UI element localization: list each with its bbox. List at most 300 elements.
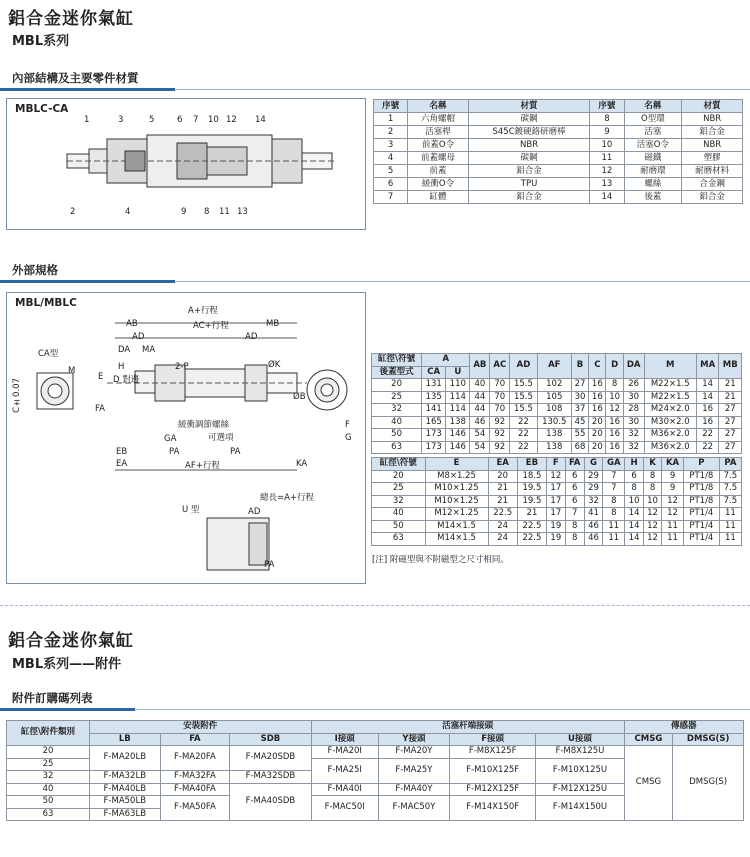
table-cell: 24 (488, 520, 517, 533)
table-cell: 138 (446, 416, 470, 429)
table-cell: 9 (662, 483, 684, 496)
external-dimension-panel (6, 292, 366, 584)
table-cell: 7.5 (719, 495, 741, 508)
table-cell: 16 (606, 416, 623, 429)
f-cell: F-M8X125F (450, 746, 536, 759)
table-cell: 102 (537, 379, 571, 392)
dim-pa-u: PA (264, 560, 275, 570)
col-header: 序號 (374, 100, 408, 113)
i-cell: F-MA40I (311, 783, 378, 796)
table-cell: 32 (372, 495, 426, 508)
col-header: KA (662, 458, 684, 471)
table-cell: 8 (643, 470, 661, 483)
table-cell: 173 (422, 441, 446, 454)
section-accent (0, 88, 175, 91)
table-cell: M8×1.25 (425, 470, 488, 483)
table-cell: 6 (625, 470, 643, 483)
table-cell: 22 (696, 441, 719, 454)
table-cell: 1 (374, 113, 408, 126)
dim-eb: EB (116, 447, 128, 457)
table-cell: 活塞O令 (624, 139, 682, 152)
table-cell: PT1/8 (683, 470, 719, 483)
table-cell: 27 (719, 441, 742, 454)
table-cell: 28 (623, 404, 644, 417)
col-header: MB (719, 354, 742, 379)
table-cell: M14×1.5 (425, 520, 488, 533)
table-cell: M36×2.0 (644, 441, 696, 454)
col-dmsg: DMSG(S) (673, 733, 744, 746)
table-cell: 12 (643, 533, 661, 546)
table-cell: 10 (590, 139, 624, 152)
dim-ad-u: AD (248, 507, 261, 517)
table-cell: 碳鋼 (468, 152, 589, 165)
table-cell: 6 (565, 470, 584, 483)
y-cell: F-MA20Y (378, 746, 449, 759)
table-cell: 54 (470, 441, 490, 454)
y-cell: F-MA25Y (378, 758, 449, 783)
table-cell: 21 (719, 391, 742, 404)
bore: 32 (7, 771, 90, 784)
dmsg-cell: DMSG(S) (673, 746, 744, 821)
table-cell: 22 (696, 429, 719, 442)
lb-cell: F-MA32LB (90, 771, 161, 784)
table-cell: 10 (625, 495, 643, 508)
table-cell: 20 (589, 416, 606, 429)
table-cell: 活塞桿 (408, 126, 469, 139)
table-cell: 146 (446, 429, 470, 442)
callout-1: 1 (84, 115, 90, 125)
table-cell: 29 (584, 470, 602, 483)
u-cell: F-M8X125U (536, 746, 624, 759)
col-header: EA (488, 458, 517, 471)
y-cell: F-MAC50Y (378, 796, 449, 821)
col-subheader: 後蓋型式 (372, 366, 422, 379)
table-cell: 16 (696, 416, 719, 429)
model-label: MBLC-CA (15, 103, 69, 115)
table-cell: 22 (510, 441, 537, 454)
label-option: 可選項 (208, 433, 234, 443)
col-header: A (422, 354, 470, 367)
col-header: H (625, 458, 643, 471)
dim-e: E (98, 372, 104, 382)
lb-cell: F-MA63LB (90, 808, 161, 821)
u-cell: F-M12X125U (536, 783, 624, 796)
table-cell: 7 (565, 508, 584, 521)
table-cell: 六角螺帽 (408, 113, 469, 126)
table-cell: 19 (547, 533, 565, 546)
table-cell: 37 (571, 404, 588, 417)
table-cell: 165 (422, 416, 446, 429)
page2-title: 鋁合金迷你氣缸 (8, 631, 134, 651)
table-cell: 63 (372, 533, 426, 546)
page-title: 鋁合金迷你氣缸 (8, 9, 134, 29)
table-cell: M36×2.0 (644, 429, 696, 442)
table-cell: 鋁合金 (468, 191, 589, 204)
table-cell: 63 (372, 441, 422, 454)
col-f: F接頭 (450, 733, 536, 746)
table-cell: 11 (719, 508, 741, 521)
u-cell: F-M14X150U (536, 796, 624, 821)
table-cell: 8 (603, 495, 625, 508)
col-header: M (644, 354, 696, 379)
table-cell: 12 (590, 165, 624, 178)
table-cell: M22×1.5 (644, 391, 696, 404)
y-cell: F-MA40Y (378, 783, 449, 796)
table-cell: 12 (662, 508, 684, 521)
table-cell: TPU (468, 178, 589, 191)
col-header: C (589, 354, 606, 379)
bore: 50 (7, 796, 90, 809)
table-cell: 16 (606, 441, 623, 454)
table-cell: 8 (625, 483, 643, 496)
section-accent (0, 708, 135, 711)
group-rod: 活塞杆端接頭 (311, 721, 624, 734)
i-cell: F-MA25I (311, 758, 378, 783)
table-cell: 131 (422, 379, 446, 392)
table-cell: 前蓋 (408, 165, 469, 178)
col-header: AB (470, 354, 490, 379)
table-cell: 138 (537, 441, 571, 454)
section-title-internal: 內部結構及主要零件材質 (12, 71, 139, 85)
dimension-table-2 (371, 457, 742, 546)
table-cell: 40 (372, 416, 422, 429)
table-cell: 19 (547, 520, 565, 533)
callout-6: 6 (177, 115, 183, 125)
table-cell: 27 (571, 379, 588, 392)
acc-group-row (7, 721, 744, 734)
callout-14: 14 (255, 115, 266, 125)
table-cell: 18.5 (517, 470, 546, 483)
dim-total-length: 總長=A+行程 (260, 493, 315, 503)
table-row (374, 191, 743, 204)
f-cell: F-M12X125F (450, 783, 536, 796)
page2-subtitle: MBL系列——附件 (12, 657, 122, 672)
fa-cell: F-MA50FA (160, 796, 230, 821)
table-cell: PT1/8 (683, 495, 719, 508)
col-header: 缸徑\符號 (372, 354, 422, 367)
dim-g: G (345, 433, 352, 443)
table-cell: 30 (623, 391, 644, 404)
table-cell: 2 (374, 126, 408, 139)
table-cell: 14 (625, 508, 643, 521)
table-cell: 92 (490, 416, 510, 429)
lb-cell: F-MA40LB (90, 783, 161, 796)
table-cell: 12 (662, 495, 684, 508)
f-cell: F-M14X150F (450, 796, 536, 821)
dim-af-stroke: AF+行程 (185, 461, 220, 471)
table-cell: 22.5 (488, 508, 517, 521)
table-cell: 20 (372, 470, 426, 483)
table-cell: 螺絲 (624, 178, 682, 191)
dim-a-stroke: A+行程 (188, 306, 218, 316)
table-cell: 20 (589, 441, 606, 454)
callout-7: 7 (193, 115, 199, 125)
table-cell: 鋁合金 (468, 165, 589, 178)
f-cell: F-M10X125F (450, 758, 536, 783)
table-cell: 44 (470, 391, 490, 404)
materials-header-row (374, 100, 743, 113)
table-cell: 16 (606, 429, 623, 442)
col-header: FA (565, 458, 584, 471)
table-cell: 鋁合金 (682, 126, 743, 139)
table-cell: 8 (590, 113, 624, 126)
table-cell: 12 (643, 508, 661, 521)
table-row (372, 495, 742, 508)
table-cell: 22 (510, 416, 537, 429)
col-i: I接頭 (311, 733, 378, 746)
dim-d-pair: D 對邊 (113, 375, 140, 385)
col-header: P (683, 458, 719, 471)
dims2-header-row (372, 458, 742, 471)
dim-m: M (68, 366, 76, 376)
label-u-type: U 型 (182, 505, 200, 515)
accessories-table (6, 720, 744, 821)
table-cell: 110 (446, 379, 470, 392)
table-cell: 11 (590, 152, 624, 165)
table-cell: 21 (488, 495, 517, 508)
table-cell: 22.5 (517, 533, 546, 546)
table-cell: 114 (446, 404, 470, 417)
table-row (374, 139, 743, 152)
col-header: GA (603, 458, 625, 471)
table-cell: 54 (470, 429, 490, 442)
table-row (372, 508, 742, 521)
table-cell: 32 (372, 404, 422, 417)
table-cell: 前蓋O令 (408, 139, 469, 152)
table-cell: M10×1.25 (425, 483, 488, 496)
col-sdb: SDB (230, 733, 311, 746)
col-header: AC (490, 354, 510, 379)
table-row (7, 746, 744, 759)
table-cell: 27 (719, 404, 742, 417)
fa-cell: F-MA20FA (160, 746, 230, 771)
table-cell: 缸體 (408, 191, 469, 204)
table-cell: 114 (446, 391, 470, 404)
dim-ka: KA (296, 459, 308, 469)
callout-8: 8 (204, 207, 210, 217)
table-cell: 9 (662, 470, 684, 483)
table-cell: 55 (571, 429, 588, 442)
table-row (372, 404, 742, 417)
table-cell: 7 (603, 483, 625, 496)
lb-cell: F-MA50LB (90, 796, 161, 809)
col-header: AD (510, 354, 537, 379)
table-cell: 14 (590, 191, 624, 204)
page-divider (0, 605, 750, 606)
table-cell: 19.5 (517, 495, 546, 508)
col-cmsg: CMSG (624, 733, 673, 746)
callout-2: 2 (70, 207, 76, 217)
i-cell: F-MA20I (311, 746, 378, 759)
col-header: F (547, 458, 565, 471)
table-cell: 碳鋼 (468, 113, 589, 126)
table-cell: 30 (571, 391, 588, 404)
table-cell: PT1/4 (683, 508, 719, 521)
table-cell: 20 (488, 470, 517, 483)
table-cell: 6 (565, 483, 584, 496)
group-mount: 安裝附件 (90, 721, 312, 734)
col-header: 序號 (590, 100, 624, 113)
table-cell: 16 (696, 404, 719, 417)
table-cell: M14×1.5 (425, 533, 488, 546)
table-cell: 11 (719, 520, 741, 533)
table-cell: 12 (643, 520, 661, 533)
table-cell: 12 (606, 404, 623, 417)
table-cell: 14 (696, 379, 719, 392)
acc-sub-row (7, 733, 744, 746)
table-cell: 108 (537, 404, 571, 417)
table-cell: 27 (719, 416, 742, 429)
table-cell: 緩衝O令 (408, 178, 469, 191)
table-cell: 合金鋼 (682, 178, 743, 191)
table-cell: 50 (372, 429, 422, 442)
table-cell: 20 (372, 379, 422, 392)
callout-3: 3 (118, 115, 124, 125)
i-cell: F-MAC50I (311, 796, 378, 821)
col-u: U接頭 (536, 733, 624, 746)
label-cushion: 緩衝調節螺絲 (178, 420, 230, 430)
table-cell: 26 (623, 379, 644, 392)
dim-c: C±0.07 (12, 378, 22, 413)
table-cell: 40 (372, 508, 426, 521)
callout-5: 5 (149, 115, 155, 125)
dim-da: DA (118, 345, 131, 355)
table-cell: 40 (470, 379, 490, 392)
table-cell: 10 (643, 495, 661, 508)
table-cell: 45 (571, 416, 588, 429)
col-header: 名稱 (624, 100, 682, 113)
table-cell: 8 (606, 379, 623, 392)
u-cell: F-M10X125U (536, 758, 624, 783)
dim-ad-rear: AD (245, 332, 258, 342)
model-label: MBL/MBLC (15, 297, 77, 309)
table-cell: 32 (623, 441, 644, 454)
section-title-external: 外部規格 (12, 263, 58, 277)
footnote: [注] 附磁型與不附磁型之尺寸相同。 (372, 555, 509, 565)
table-cell: M30×2.0 (644, 416, 696, 429)
table-row (374, 178, 743, 191)
table-cell: 146 (446, 441, 470, 454)
dimension-table-1 (371, 353, 742, 454)
table-cell: 21 (488, 483, 517, 496)
table-cell: 15.5 (510, 379, 537, 392)
dim-mb: MB (266, 319, 280, 329)
table-cell: 70 (490, 391, 510, 404)
col-header: E (425, 458, 488, 471)
table-cell: 41 (584, 508, 602, 521)
col-header: 缸徑\符號 (372, 458, 426, 471)
dim-ga: GA (164, 434, 177, 444)
table-cell: 5 (374, 165, 408, 178)
page-subtitle: MBL系列 (12, 34, 70, 49)
table-cell: 32 (584, 495, 602, 508)
table-cell: 4 (374, 152, 408, 165)
table-cell: 13 (590, 178, 624, 191)
table-row (374, 113, 743, 126)
table-cell: 17 (547, 483, 565, 496)
table-cell: PT1/8 (683, 483, 719, 496)
table-cell: 27 (719, 429, 742, 442)
dim-b: ØB (293, 392, 306, 402)
table-row (372, 416, 742, 429)
table-cell: 25 (372, 391, 422, 404)
table-cell: 耐磨材料 (682, 165, 743, 178)
table-cell: 7.5 (719, 483, 741, 496)
table-row (372, 379, 742, 392)
table-cell: 135 (422, 391, 446, 404)
table-cell: M24×2.0 (644, 404, 696, 417)
section-title-accessories: 附件訂購碼列表 (12, 691, 93, 705)
table-cell: 22.5 (517, 520, 546, 533)
dim-ad: AD (132, 332, 145, 342)
table-cell: 11 (662, 533, 684, 546)
table-cell: 6 (374, 178, 408, 191)
table-cell: 32 (623, 429, 644, 442)
table-cell: 10 (606, 391, 623, 404)
table-cell: 138 (537, 429, 571, 442)
dim-pa: PA (169, 447, 180, 457)
table-cell: 鋁合金 (682, 191, 743, 204)
sdb-cell: F-MA40SDB (230, 783, 311, 821)
table-cell: O型環 (624, 113, 682, 126)
col-header-bore: 缸徑\附件類別 (7, 721, 90, 746)
table-cell: 11 (603, 533, 625, 546)
table-cell: NBR (682, 139, 743, 152)
table-cell: 16 (589, 391, 606, 404)
col-header: K (643, 458, 661, 471)
table-cell: 21 (719, 379, 742, 392)
table-cell: 前蓋螺母 (408, 152, 469, 165)
table-cell: 92 (490, 429, 510, 442)
table-row (374, 165, 743, 178)
table-row (374, 126, 743, 139)
col-subheader: CA (422, 366, 446, 379)
dim-f: F (345, 420, 350, 430)
table-cell: 16 (589, 404, 606, 417)
bore: 25 (7, 758, 90, 771)
table-cell: 29 (584, 483, 602, 496)
label-ca-type: CA型 (38, 349, 59, 359)
table-cell: 8 (643, 483, 661, 496)
table-cell: 68 (571, 441, 588, 454)
col-subheader: U (446, 366, 470, 379)
col-y: Y接頭 (378, 733, 449, 746)
table-cell: 46 (584, 520, 602, 533)
col-header: PA (719, 458, 741, 471)
table-cell: 173 (422, 429, 446, 442)
table-row (372, 470, 742, 483)
table-cell: 70 (490, 379, 510, 392)
table-cell: PT1/4 (683, 533, 719, 546)
col-lb: LB (90, 733, 161, 746)
table-cell: 92 (490, 441, 510, 454)
table-cell: NBR (468, 139, 589, 152)
table-cell: 15.5 (510, 391, 537, 404)
bore: 63 (7, 808, 90, 821)
table-cell: 20 (589, 429, 606, 442)
table-cell: 105 (537, 391, 571, 404)
callout-13: 13 (237, 207, 248, 217)
bore: 20 (7, 746, 90, 759)
table-cell: 44 (470, 404, 490, 417)
lb-cell: F-MA20LB (90, 746, 161, 771)
table-row (372, 483, 742, 496)
fa-cell: F-MA40FA (160, 783, 230, 796)
table-cell: 130.5 (537, 416, 571, 429)
table-cell: M10×1.25 (425, 495, 488, 508)
callout-9: 9 (181, 207, 187, 217)
table-cell: 11 (719, 533, 741, 546)
